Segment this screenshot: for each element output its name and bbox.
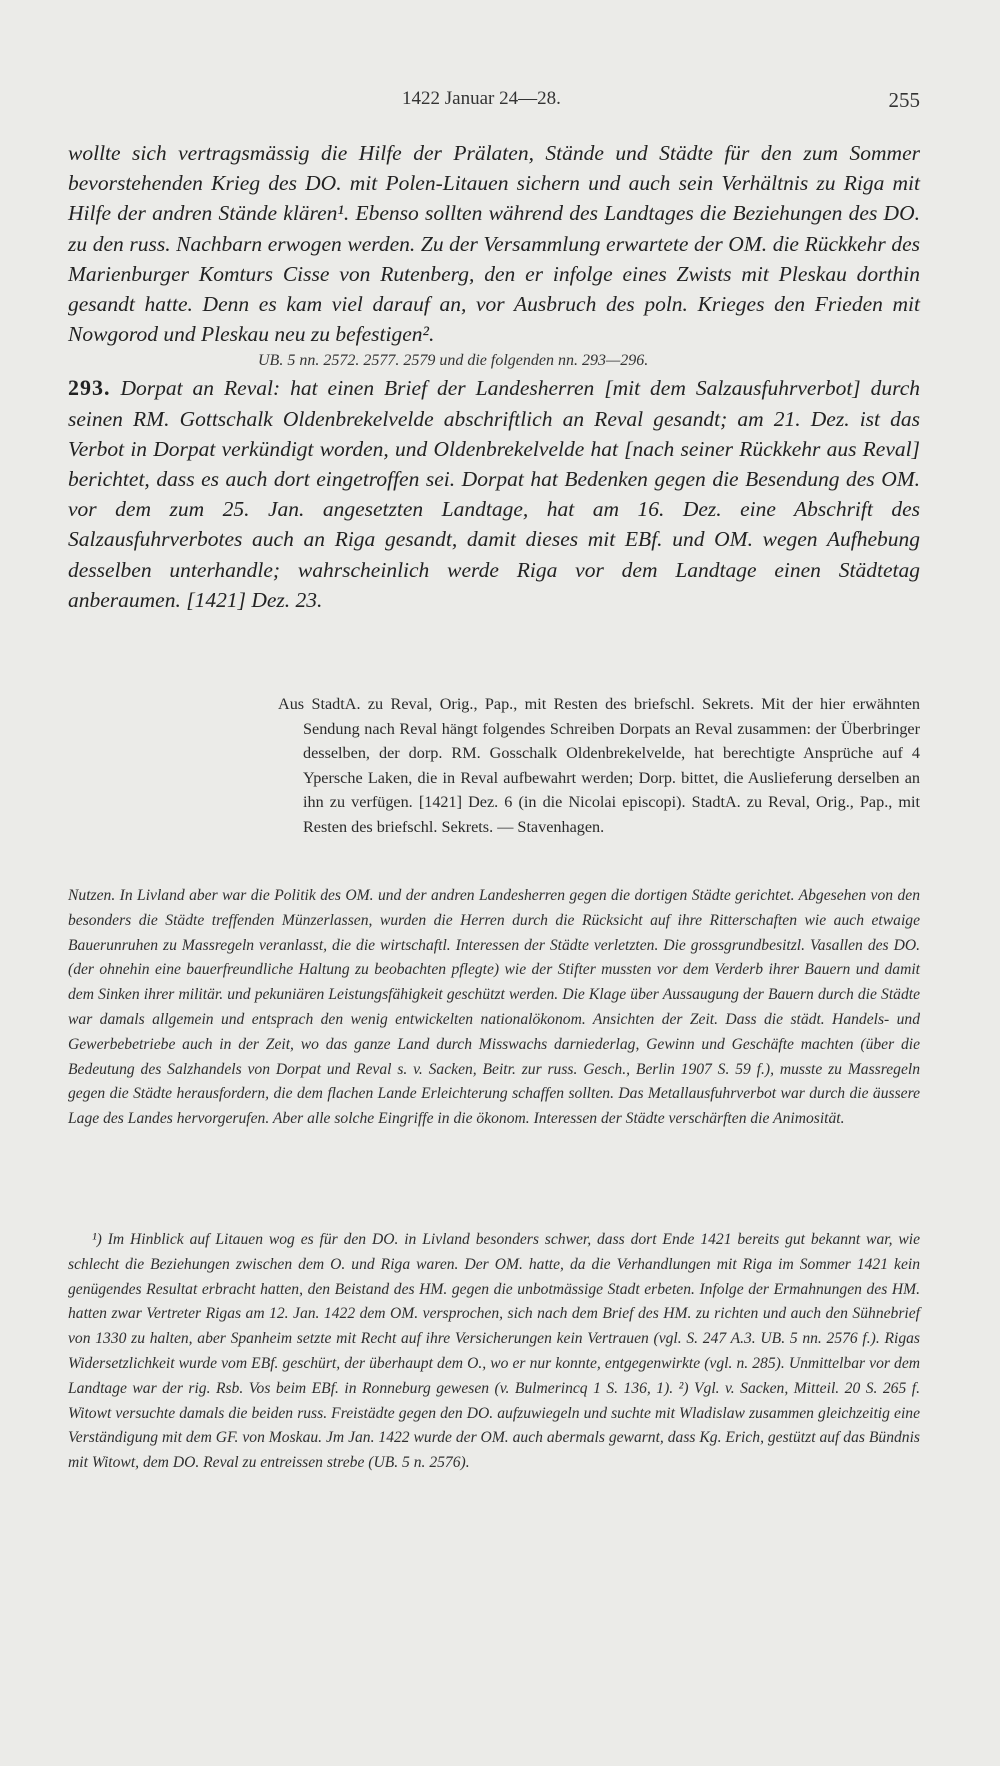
footnote-continuation: Nutzen. In Livland aber war die Politik des OM. und der andren Landesherren gegen die dortigen Städte gerichtet. Abgesehen von den besonders die Städte treffenden Münzerlassen, wurden die Herren durch die Rücksicht auf ihre Ritterschaften wie auch etwaige Bauerunruhen zu Massregeln veranlasst, die die wirtschaftl. Interessen der Städte verletzten. Die grossgrundbesitzl. Vasallen des DO. (der ohnehin eine bauerfreundliche Haltung zu beobachten pflegte) wie der Stifter mussten vor dem Verderb ihrer Bauern und damit dem Sinken ihrer militär. und pekuniären Leistungsfähigkeit geschützt werden. Die Klage über Aussaugung der Bauern durch die Städte war damals allgemein und entsprach den wenig entwickelten nationalökonom. Ansichten der Zeit. Dass die städt. Handels- und Gewerbebetriebe auch in der Zeit, wo das ganze Land durch Misswachs darniederlag, Gewinn und Geschäfte machten (über die Bedeutung des Salzhandels von Dorpat und Reval s. v. Sacken, Beitr. zur russ. Gesch., Berlin 1907 S. 59 f.), musste zu Massregeln gegen die Städte herausfordern, die dem flachen Lande Erleichterung schaffen sollten. Das Metallausfuhrverbot war durch die äussere Lage des Landes hervorgerufen. Aber alle solche Eingriffe in die ökonom. Interessen der Städte verschärften die Animosität. <box>68 887 920 1128</box>
intro-paragraph: wollte sich vertragsmässig die Hilfe der Prälaten, Stände und Städte für den zum Sommer bevorstehenden Krieg des DO. mit Polen-Litauen sichern und auch sein Verhältnis zu Riga mit Hilfe der andren Stände klären¹. Ebenso sollten während des Landtages die Beziehungen des DO. zu den russ. Nachbarn erwogen werden. Zu der Versammlung erwartete der OM. die Rückkehr des Marienburger Komturs Cisse von Rutenberg, den er infolge eines Zwists mit Pleskau dorthin gesandt hatte. Denn es kam viel darauf an, vor Ausbruch des poln. Krieges den Frieden mit Nowgorod und Pleskau neu zu befestigen². <box>68 141 920 347</box>
entry-293 <box>68 373 920 615</box>
running-head: 1422 Januar 24—28. <box>402 88 561 109</box>
page-header <box>0 88 1000 118</box>
source-reference: UB. 5 nn. 2572. 2577. 2579 und die folgenden nn. 293—296. <box>258 352 649 370</box>
main-text <box>68 138 920 615</box>
entry-text: Dorpat an Reval: hat einen Brief der Landesherren [mit dem Salzausfuhrverbot] durch seinen RM. Gottschalk Oldenbrekelvelde abschriftlich an Reval gesandt; am 21. Dez. ist das Verbot in Dorpat verkündigt worden, und Oldenbrekelvelde hat [nach seiner Rückkehr aus Reval] berichtet, dass es auch dort eingetroffen sei. Dorpat hat Bedenken gegen die Besendung des OM. vor dem zum 25. Jan. angesetzten Landtage, hat am 16. Dez. eine Abschrift des Salzausfuhrverbotes auch an Riga gesandt, damit dieses mit EBf. und OM. wegen Aufhebung desselben unterhandle; wahrscheinlich werde Riga vor dem Landtage einen Städtetag anberaumen. [1421] Dez. 23. <box>68 376 920 612</box>
source-note <box>278 692 920 840</box>
source-note-text: Aus StadtA. zu Reval, Orig., Pap., mit Resten des briefschl. Sekrets. Mit der hier erwähnten Sendung nach Reval hängt folgendes Schreiben Dorpats an Reval zusammen: der Überbringer desselben, der dorp. RM. Gosschalk Oldenbrekelvelde, hat berechtigte Ansprüche auf 4 Ypersche Laken, die in Reval aufbewahrt werden; Dorp. bittet, die Auslieferung derselben an ihn zu verfügen. [1421] Dez. 6 (in die Nicolai episcopi). StadtA. zu Reval, Orig., Pap., mit Resten des briefschl. Sekrets. — Stavenhagen. <box>278 695 920 836</box>
footnote-1-2: ¹) Im Hinblick auf Litauen wog es für den DO. in Livland besonders schwer, dass dort Ende 1421 bereits gut bekannt war, wie schlecht die Beziehungen zwischen dem O. und Riga waren. Der OM. hatte, da die Verhandlungen mit Riga im Sommer 1421 kein genügendes Resultat erbracht hatten, den Beistand des HM. gegen die unbotmässige Stadt erbeten. Infolge der Ermahnungen des HM. hatten zwar Vertreter Rigas am 12. Jan. 1422 dem OM. versprochen, sich nach dem Brief des HM. zu richten und auch den Sühnebrief von 1330 zu halten, aber Spanheim setzte mit Recht auf ihre Versicherungen kein Vertrauen (vgl. S. 247 A.3. UB. 5 nn. 2576 f.). Rigas Widersetzlichkeit wurde vom EBf. geschürt, der überhaupt dem O., wo er nur konnte, entgegenwirkte (vgl. n. 285). Unmittelbar vor dem Landtage war der rig. Rsb. Vos beim EBf. in Ronneburg gewesen (v. Bulmerincq 1 S. 136, 1). ²) Vgl. v. Sacken, Mitteil. 20 S. 265 f. Witowt versuchte damals die beiden russ. Freistädte gegen den DO. aufzuwiegeln und suchte mit Wladislaw zusammen gleichzeitig eine Verständigung mit dem GF. von Moskau. Jm Jan. 1422 wurde der OM. auch abermals gewarnt, dass Kg. Erich, gestützt auf das Bündnis mit Witowt, dem DO. Reval zu entreissen strebe (UB. 5 n. 2576). <box>68 1231 920 1472</box>
page-number: 255 <box>888 88 920 112</box>
footnotes-numbered <box>68 1228 920 1476</box>
footnotes <box>68 884 920 1132</box>
entry-number: 293. <box>68 375 111 401</box>
